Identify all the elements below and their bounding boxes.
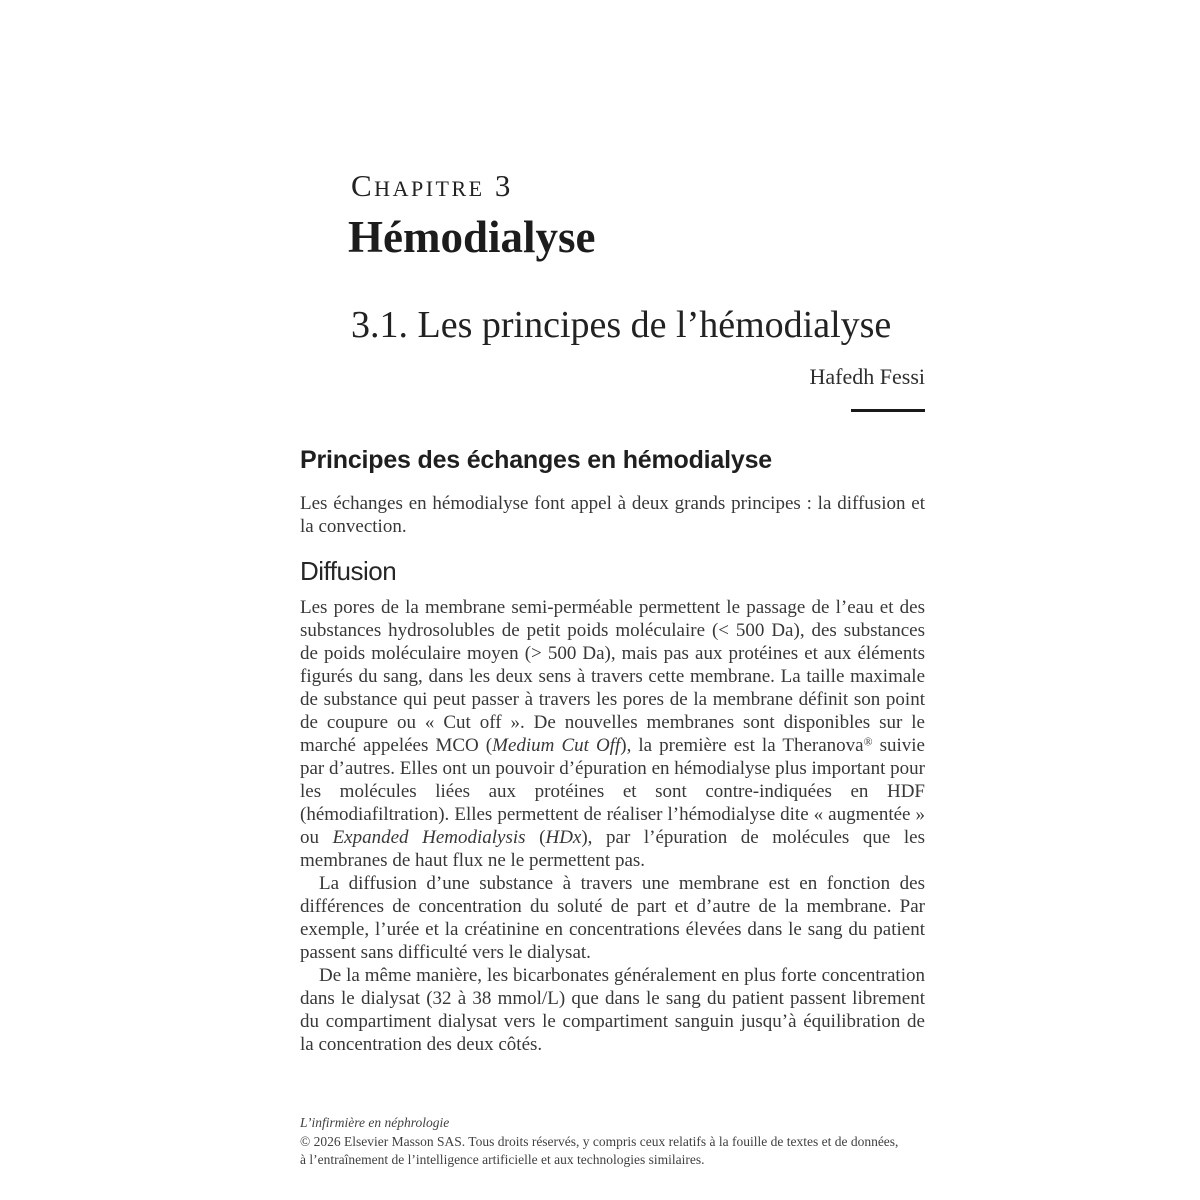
author-name: Hafedh Fessi: [809, 364, 925, 389]
body-paragraphs: [300, 596, 925, 1056]
paragraph: La diffusion d’une substance à travers une membrane est en fonction des différences de concentration du soluté de part et d’autre de la membrane. Par exemple, l’urée et la créatinine en concentrations élevées dans le sang du patient passent sans difficulté vers le dialysat.: [300, 873, 925, 963]
chapter-title: Hémodialyse: [348, 212, 596, 262]
intro-paragraph-container: [300, 492, 925, 538]
author-rule-container: [300, 399, 925, 417]
footer-copyright-line-1: © 2026 Elsevier Masson SAS. Tous droits réservés, y compris ceux relatifs à la fouille de textes et de données,: [300, 1133, 899, 1149]
chapter-label: Chapitre 3: [351, 168, 513, 203]
section-heading-principles: Principes des échanges en hémodialyse: [300, 446, 772, 474]
footer-book-title: L’infirmière en néphrologie: [300, 1115, 450, 1130]
intro-paragraph: Les échanges en hémodialyse font appel à deux grands principes : la diffusion et la convection.: [300, 493, 925, 537]
section-title: 3.1. Les principes de l’hémodialyse: [351, 304, 892, 346]
paragraph: Les pores de la membrane semi-perméable permettent le passage de l’eau et des substances hydrosolubles de petit poids moléculaire (< 500 Da), des substances de poids moléculaire moyen (> 500 Da), mais pas aux protéines et aux éléments figurés du sang, dans les deux sens à travers cette membrane. La taille maximale de substance qui peut passer à travers les pores de la membrane définit son point de coupure ou « Cut off ». De nouvelles membranes sont disponibles sur le marché appelées MCO (Medium Cut Off), la première est la Theranova® suivie par d’autres. Elles ont un pouvoir d’épuration en hémodialyse plus important pour les molécules liées aux protéines et sont contre-indiquées en HDF (hémodiafiltration). Elles permettent de réaliser l’hémodialyse dite « augmentée » ou Expanded Hemodialysis (HDx), par l’épuration de molécules que les membranes de haut flux ne le permettent pas.: [300, 597, 926, 871]
author-rule: [851, 409, 925, 412]
footer-copyright-line-2: à l’entraînement de l’intelligence artificielle et aux technologies similaires.: [300, 1152, 705, 1167]
section-heading-diffusion: Diffusion: [300, 556, 397, 586]
page-footer: [300, 1114, 940, 1170]
paragraph: De la même manière, les bicarbonates généralement en plus forte concentration dans le dialysat (32 à 38 mmol/L) que dans le sang du patient passent librement du compartiment dialysat vers le compartiment sanguin jusqu’à équilibration de la concentration des deux côtés.: [300, 965, 925, 1055]
